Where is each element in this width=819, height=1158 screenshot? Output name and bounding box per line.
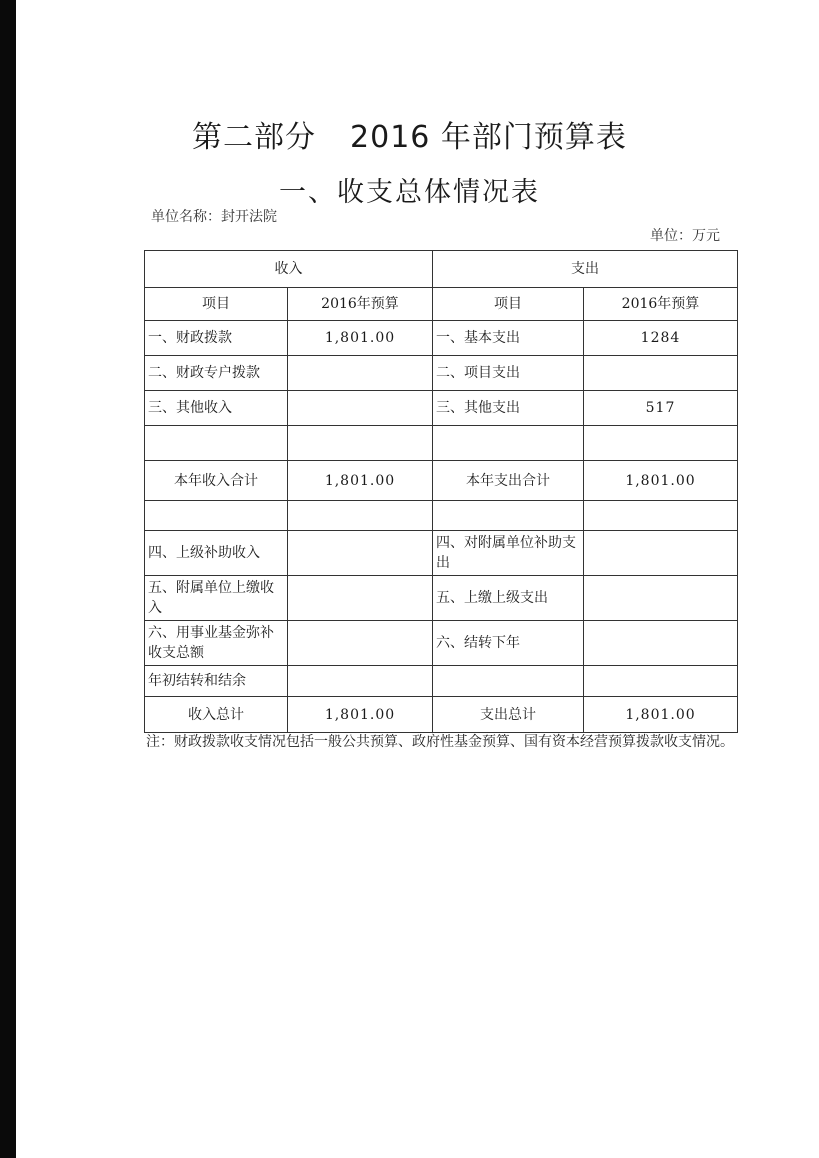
row-expense-value: 1,801.00 (584, 697, 738, 733)
row-income-item (145, 501, 288, 531)
row-income-value (288, 356, 433, 391)
row-expense-value (584, 576, 738, 621)
table-row (145, 321, 738, 356)
row-expense-value (584, 666, 738, 697)
row-income-item: 年初结转和结余 (145, 666, 288, 697)
row-income-value: 1,801.00 (288, 697, 433, 733)
row-income-item: 五、附属单位上缴收入 (145, 576, 288, 621)
row-income-value: 1,801.00 (288, 461, 433, 501)
row-expense-value (584, 426, 738, 461)
row-expense-value: 1284 (584, 321, 738, 356)
row-expense-item: 四、对附属单位补助支出 (433, 531, 584, 576)
table-row (145, 697, 738, 733)
row-expense-item: 一、基本支出 (433, 321, 584, 356)
row-income-item: 本年收入合计 (145, 461, 288, 501)
table-row (145, 576, 738, 621)
row-income-value (288, 621, 433, 666)
title-year: 2016 年部门预算表 (350, 120, 627, 155)
table-title: 一、收支总体情况表 (279, 177, 540, 208)
row-expense-value: 1,801.00 (584, 461, 738, 501)
row-income-value (288, 666, 433, 697)
row-income-value (288, 391, 433, 426)
row-expense-value (584, 531, 738, 576)
table-row (145, 501, 738, 531)
row-expense-item: 二、项目支出 (433, 356, 584, 391)
row-income-value (288, 426, 433, 461)
budget-table (144, 250, 738, 733)
row-expense-item: 本年支出合计 (433, 461, 584, 501)
expense-item-header: 项目 (433, 288, 584, 321)
table-row (145, 391, 738, 426)
row-income-value (288, 576, 433, 621)
table-row (145, 426, 738, 461)
row-expense-value (584, 501, 738, 531)
income-item-header: 项目 (145, 288, 288, 321)
row-expense-value (584, 356, 738, 391)
unit-name: 单位名称：封开法院 (151, 209, 277, 225)
row-expense-value: 517 (584, 391, 738, 426)
row-expense-item: 六、结转下年 (433, 621, 584, 666)
row-income-item: 四、上级补助收入 (145, 531, 288, 576)
table-row (145, 356, 738, 391)
row-expense-item: 支出总计 (433, 697, 584, 733)
unit-label: 单位：万元 (650, 228, 720, 244)
row-expense-item: 三、其他支出 (433, 391, 584, 426)
income-header: 收入 (145, 251, 433, 288)
row-expense-item: 五、上缴上级支出 (433, 576, 584, 621)
title-part: 第二部分 (192, 120, 317, 155)
row-income-value (288, 531, 433, 576)
table-note: 注：财政拨款收支情况包括一般公共预算、政府性基金预算、国有资本经营预算拨款收支情况。 (146, 734, 734, 750)
income-budget-header: 2016年预算 (288, 288, 433, 321)
table-row (145, 666, 738, 697)
row-income-item (145, 426, 288, 461)
row-expense-value (584, 621, 738, 666)
row-income-item: 收入总计 (145, 697, 288, 733)
row-income-item: 三、其他收入 (145, 391, 288, 426)
row-income-item: 二、财政专户拨款 (145, 356, 288, 391)
table-row (145, 531, 738, 576)
row-income-value: 1,801.00 (288, 321, 433, 356)
row-income-value (288, 501, 433, 531)
expense-header: 支出 (433, 251, 738, 288)
row-income-item: 一、财政拨款 (145, 321, 288, 356)
row-expense-item (433, 501, 584, 531)
table-row (145, 461, 738, 501)
table-row (145, 621, 738, 666)
row-expense-item (433, 666, 584, 697)
expense-budget-header: 2016年预算 (584, 288, 738, 321)
row-expense-item (433, 426, 584, 461)
row-income-item: 六、用事业基金弥补收支总额 (145, 621, 288, 666)
page-title (0, 112, 819, 156)
